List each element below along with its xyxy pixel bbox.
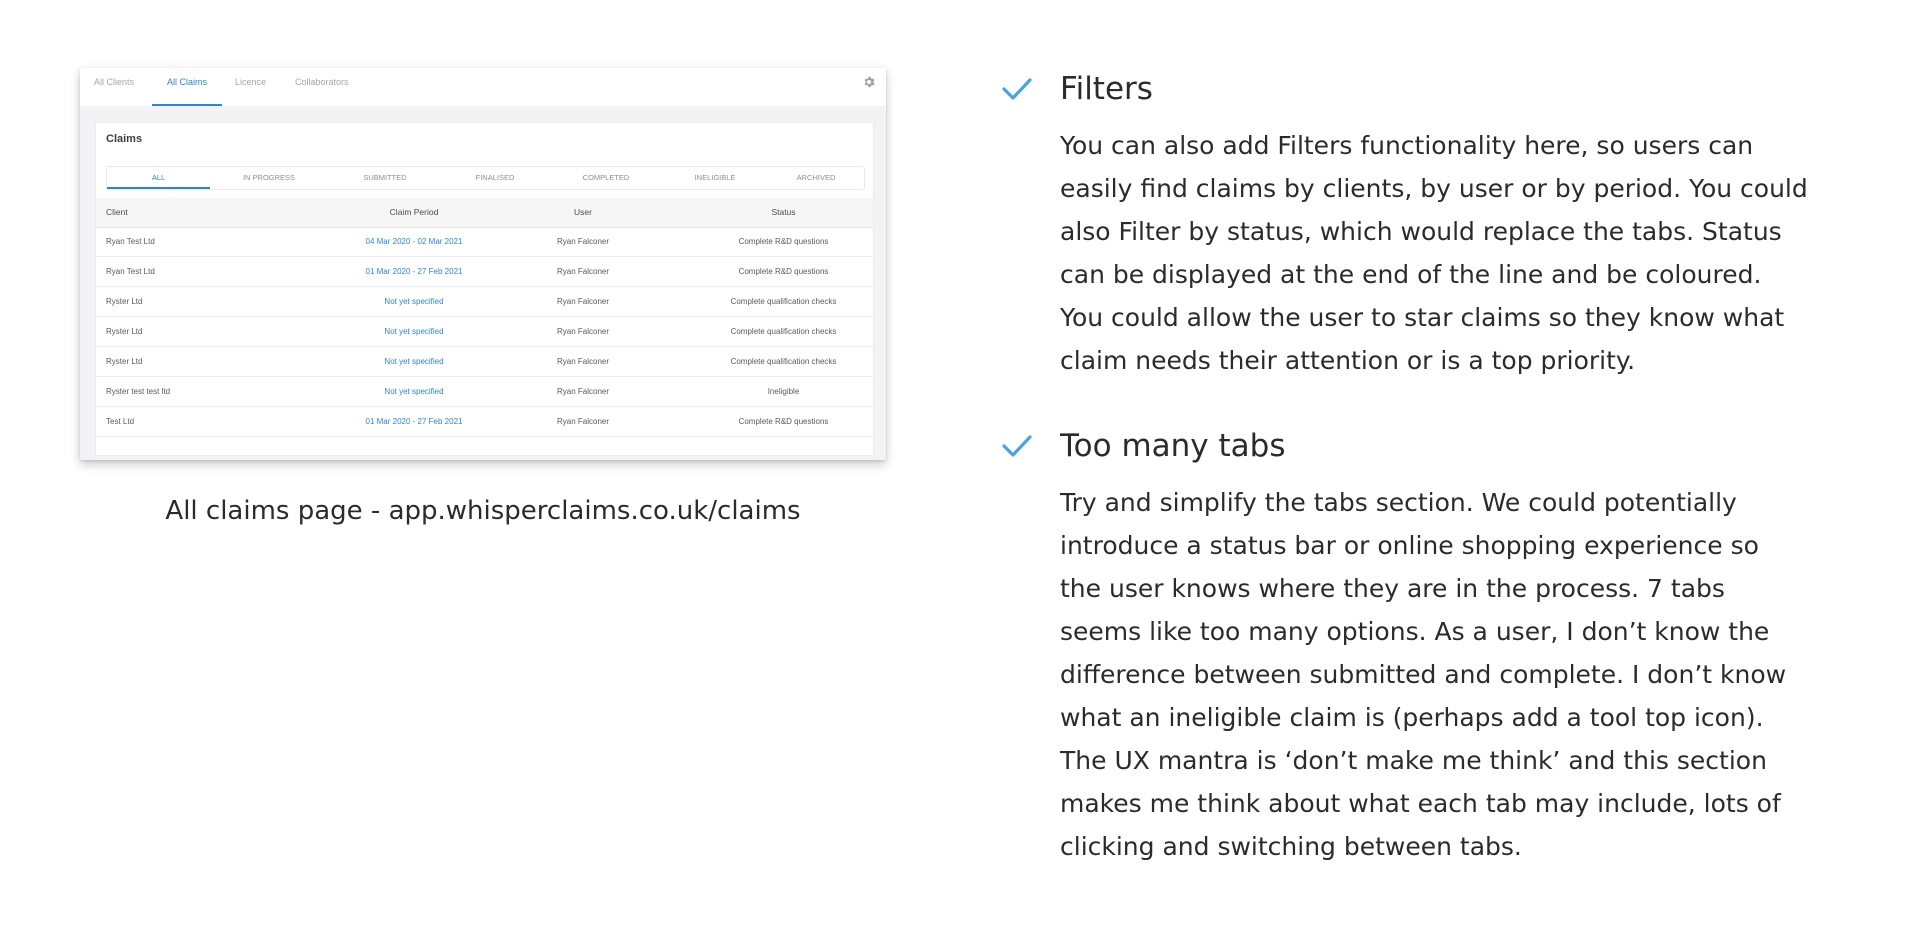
note-line: You can also add Filters functionality here, so users can	[1060, 131, 1754, 160]
note-line: easily find claims by clients, by user or by period. You could	[1060, 174, 1808, 203]
cell-claim-period[interactable]: 01 Mar 2020 - 27 Feb 2021	[365, 417, 463, 426]
table-row[interactable]	[96, 227, 873, 257]
note-line: can be displayed at the end of the line and be coloured.	[1060, 260, 1762, 289]
status-tab-in-progress[interactable]: IN PROGRESS	[242, 173, 296, 182]
note-line: also Filter by status, which would replace the tabs. Status	[1060, 217, 1782, 246]
nav-tab-licence[interactable]: Licence	[235, 77, 267, 87]
note-line: You could allow the user to star claims so they know what	[1060, 303, 1785, 332]
note-line: The UX mantra is ‘don’t make me think’ and this section	[1060, 746, 1767, 775]
status-tab-all[interactable]: ALL	[107, 167, 210, 189]
column-header-status[interactable]: Status	[771, 207, 796, 217]
status-tab-archived[interactable]: ARCHIVED	[796, 173, 836, 182]
table-row[interactable]	[96, 377, 873, 407]
note-line: difference between submitted and complete. I don’t know	[1060, 660, 1787, 689]
cell-client: Ryan Test Ltd	[106, 267, 155, 276]
cell-status: Complete qualification checks	[730, 357, 837, 366]
note-line: seems like too many options. As a user, I don’t know the	[1060, 617, 1770, 646]
status-tabs	[106, 166, 865, 190]
cell-client: Ryster Ltd	[106, 327, 143, 336]
column-header-claim-period[interactable]: Claim Period	[389, 207, 439, 217]
note-line: what an ineligible claim is (perhaps add a tool top icon).	[1060, 703, 1764, 732]
table-row[interactable]	[96, 257, 873, 287]
claims-table-body	[96, 227, 873, 437]
note-body	[1060, 124, 1850, 382]
cell-status: Ineligible	[767, 387, 800, 396]
table-row[interactable]	[96, 407, 873, 437]
column-header-client[interactable]: Client	[106, 207, 128, 217]
note-line: the user knows where they are in the process. 7 tabs	[1060, 574, 1725, 603]
column-header-user[interactable]: User	[574, 207, 592, 217]
cell-client: Ryster Ltd	[106, 297, 143, 306]
screenshot-caption: All claims page - app.whisperclaims.co.uk/claims	[165, 496, 801, 526]
cell-user: Ryan Falconer	[556, 327, 610, 336]
table-row[interactable]	[96, 287, 873, 317]
cell-client: Ryan Test Ltd	[106, 237, 155, 246]
claims-panel	[95, 122, 874, 456]
note-line: claim needs their attention or is a top priority.	[1060, 346, 1636, 375]
cell-status: Complete qualification checks	[730, 297, 837, 306]
cell-status: Complete R&D questions	[738, 267, 829, 276]
cell-user: Ryan Falconer	[556, 267, 610, 276]
note-line: introduce a status bar or online shopping experience so	[1060, 531, 1759, 560]
cell-claim-period[interactable]: Not yet specified	[384, 357, 444, 366]
cell-user: Ryan Falconer	[556, 297, 610, 306]
status-tab-ineligible[interactable]: INELIGIBLE	[694, 173, 736, 182]
cell-user: Ryan Falconer	[556, 357, 610, 366]
note-body	[1060, 481, 1850, 868]
note-title: Too many tabs	[1060, 428, 1286, 464]
top-nav	[80, 68, 886, 106]
cell-client: Ryster Ltd	[106, 357, 143, 366]
status-tab-submitted[interactable]: SUBMITTED	[363, 173, 407, 182]
status-tab-completed[interactable]: COMPLETED	[582, 173, 630, 182]
cell-user: Ryan Falconer	[556, 417, 610, 426]
cell-claim-period[interactable]: 04 Mar 2020 - 02 Mar 2021	[365, 237, 463, 246]
cell-claim-period[interactable]: Not yet specified	[384, 297, 444, 306]
claims-screenshot	[80, 68, 886, 460]
table-row[interactable]	[96, 347, 873, 377]
nav-tab-all-clients[interactable]: All Clients	[94, 77, 135, 87]
cell-client: Test Ltd	[106, 417, 135, 426]
status-tab-finalised[interactable]: FINALISED	[475, 173, 515, 182]
check-icon	[1000, 74, 1034, 104]
note-line: clicking and switching between tabs.	[1060, 832, 1522, 861]
cell-status: Complete R&D questions	[738, 237, 829, 246]
cell-client: Ryster test test ltd	[106, 387, 171, 396]
nav-tab-collaborators[interactable]: Collaborators	[295, 77, 349, 87]
gear-icon[interactable]	[862, 75, 876, 89]
note-line: makes me think about what each tab may include, lots of	[1060, 789, 1781, 818]
cell-claim-period[interactable]: 01 Mar 2020 - 27 Feb 2021	[365, 267, 463, 276]
note-line: Try and simplify the tabs section. We could potentially	[1060, 488, 1737, 517]
cell-status: Complete R&D questions	[738, 417, 829, 426]
note-title: Filters	[1060, 71, 1153, 107]
cell-claim-period[interactable]: Not yet specified	[384, 387, 444, 396]
nav-tab-all-claims[interactable]: All Claims	[152, 68, 222, 106]
table-row[interactable]	[96, 317, 873, 347]
panel-title: Claims	[106, 133, 143, 145]
check-icon	[1000, 431, 1034, 461]
cell-claim-period[interactable]: Not yet specified	[384, 327, 444, 336]
cell-user: Ryan Falconer	[556, 387, 610, 396]
cell-status: Complete qualification checks	[730, 327, 837, 336]
cell-user: Ryan Falconer	[556, 237, 610, 246]
table-header	[96, 198, 873, 228]
